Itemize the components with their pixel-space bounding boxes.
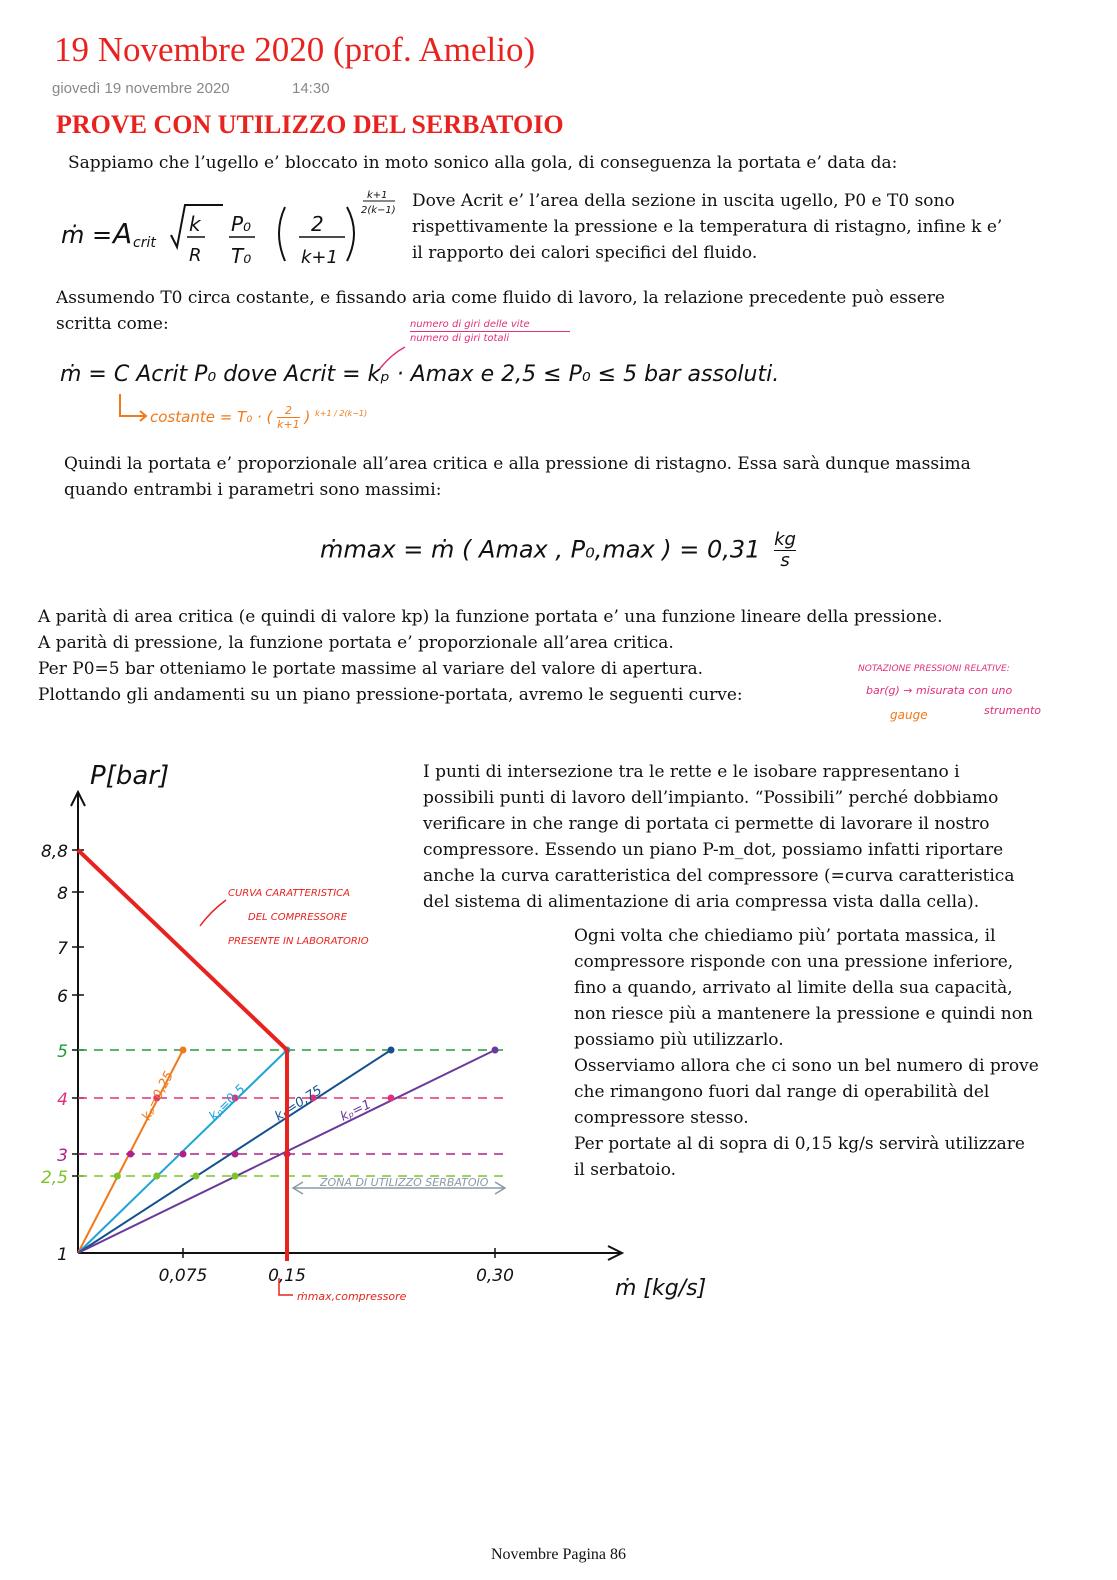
compressor-label-line: CURVA CARATTERISTICA bbox=[228, 888, 350, 899]
text-line: non riesce più a mantenere la pressione e quindi non bbox=[574, 1004, 1033, 1024]
text-line: compressore stesso. bbox=[574, 1108, 749, 1128]
y-axis-label: P[bar] bbox=[90, 761, 170, 791]
paragraph-intro: Sappiamo che l’ugello e’ bloccato in moto sonico alla gola, di conseguenza la portata e’ data da: bbox=[68, 153, 898, 173]
intersection-marker bbox=[127, 1151, 134, 1158]
y-tick-label: 4 bbox=[57, 1090, 68, 1110]
intersection-marker bbox=[193, 1173, 200, 1180]
const-fraction bbox=[277, 404, 300, 431]
text-line: Ogni volta che chiediamo più’ portata massica, il bbox=[574, 926, 996, 946]
series-endpoint-3 bbox=[388, 1047, 395, 1054]
series-endpoint-4 bbox=[492, 1047, 499, 1054]
note-kp-definition bbox=[410, 318, 570, 345]
text-line: il rapporto dei calori specifici del fluido. bbox=[412, 243, 758, 263]
section-heading: PROVE CON UTILIZZO DEL SERBATOIO bbox=[56, 110, 564, 139]
note-kp-denominator: numero di giri totali bbox=[410, 331, 570, 345]
text-line: fino a quando, arrivato al limite della sua capacità, bbox=[574, 978, 1013, 998]
text-line: verificare in che range di portata ci permette di lavorare il nostro bbox=[423, 814, 990, 834]
eq1-r: R bbox=[189, 245, 202, 266]
text-line: A parità di area critica (e quindi di valore kp) la funzione portata e’ una funzione lineare della pressione. bbox=[38, 607, 943, 627]
text-line: scritta come: bbox=[56, 314, 169, 334]
compressor-label-line: PRESENTE IN LABORATORIO bbox=[228, 936, 369, 947]
page-time: 14:30 bbox=[292, 80, 330, 97]
const-arrow bbox=[108, 392, 148, 422]
text-line: possibili punti di lavoro dell’impianto. “Possibili” perché dobbiamo bbox=[423, 788, 999, 808]
mmax-label: ṁmax,compressore bbox=[297, 1290, 407, 1303]
x-tick-label: 0,075 bbox=[158, 1266, 208, 1286]
x-tick-label: 0,30 bbox=[476, 1266, 514, 1286]
eq1-exp-num: k+1 bbox=[367, 190, 388, 201]
text-line: anche la curva caratteristica del compressore (=curva caratteristica bbox=[423, 866, 1015, 886]
y-tick-label: 3 bbox=[57, 1146, 68, 1166]
text-line: Dove Acrit e’ l’area della sezione in uscita ugello, P0 e T0 sono bbox=[412, 191, 955, 211]
text-line: Assumendo T0 circa costante, e fissando aria come fluido di lavoro, la relazione precedente può essere bbox=[56, 288, 945, 308]
text-line: Osserviamo allora che ci sono un bel numero di prove bbox=[574, 1056, 1039, 1076]
text-line: Plottando gli andamenti su un piano pressione-portata, avremo le seguenti curve: bbox=[38, 685, 743, 705]
text-line: che rimangono fuori dal range di operabilità del bbox=[574, 1082, 990, 1102]
const-fraction-den: k+1 bbox=[277, 418, 300, 431]
y-tick-label: 1 bbox=[57, 1245, 68, 1265]
compressor-label-line: DEL COMPRESSORE bbox=[248, 912, 348, 923]
text-line: possiamo più utilizzarlo. bbox=[574, 1030, 784, 1050]
intersection-marker bbox=[232, 1151, 239, 1158]
series-label-2: kₚ=0,5 bbox=[206, 1082, 249, 1124]
text-line: Per portate al di sopra di 0,15 kg/s servirà utilizzare bbox=[574, 1134, 1025, 1154]
text-line: quando entrambi i parametri sono massimi: bbox=[64, 480, 442, 500]
series-endpoint-1 bbox=[180, 1047, 187, 1054]
paragraph-definitions bbox=[412, 188, 1002, 266]
intersection-marker bbox=[114, 1173, 121, 1180]
eq3-unit bbox=[774, 530, 796, 571]
y-tick-label: 8 bbox=[57, 884, 68, 904]
intersection-marker bbox=[388, 1095, 395, 1102]
eq1-k: k bbox=[189, 212, 201, 236]
paragraph-compressor-limits bbox=[574, 923, 1039, 1183]
text-line: compressore risponde con una pressione inferiore, bbox=[574, 952, 1014, 972]
note-kp-numerator: numero di giri delle vite bbox=[410, 319, 530, 330]
text-line: del sistema di alimentazione di aria compressa vista dalla cella). bbox=[423, 892, 980, 912]
y-tick-label: 7 bbox=[57, 939, 68, 959]
series-label-4: kₚ=1 bbox=[338, 1097, 374, 1125]
paragraph-plot-intro bbox=[38, 604, 943, 708]
y-tick-label: 5 bbox=[57, 1042, 68, 1062]
text-line: Per P0=5 bar otteniamo le portate massime al variare del valore di apertura. bbox=[38, 659, 704, 679]
text-line: compressore. Essendo un piano P-m_dot, possiamo infatti riportare bbox=[423, 840, 1004, 860]
paragraph-working-points bbox=[423, 759, 1014, 915]
eq1-two: 2 bbox=[311, 212, 324, 236]
eq3-unit-den: s bbox=[780, 550, 790, 571]
eq1-acrit: A bbox=[113, 217, 133, 250]
text-line: Quindi la portata e’ proporzionale all’area critica e alla pressione di ristagno. Essa sarà dunque massima bbox=[64, 454, 971, 474]
equation-max-flow bbox=[320, 530, 796, 571]
page-footer: Novembre Pagina 86 bbox=[490, 1546, 627, 1563]
x-tick-label: 0,15 bbox=[268, 1266, 306, 1286]
eq1-kp1: k+1 bbox=[301, 247, 338, 268]
intersection-marker bbox=[232, 1173, 239, 1180]
eq1-p0: P₀ bbox=[231, 212, 252, 236]
side-note-gauge: gauge bbox=[890, 708, 928, 722]
series-label-3: kₚ=0,75 bbox=[272, 1083, 326, 1125]
y-tick-label: 2,5 bbox=[40, 1168, 68, 1188]
const-fraction-num: 2 bbox=[277, 404, 300, 418]
const-text: costante = T₀ · ( bbox=[150, 408, 273, 426]
intersection-marker bbox=[153, 1173, 160, 1180]
text-line: il serbatoio. bbox=[574, 1160, 677, 1180]
text-line: I punti di intersezione tra le rette e le isobare rappresentano i bbox=[423, 762, 960, 782]
eq1-t0: T₀ bbox=[231, 244, 252, 268]
x-axis-label: ṁ [kg/s] bbox=[615, 1276, 707, 1301]
y-tick-label: 6 bbox=[57, 987, 68, 1007]
text-line: rispettivamente la pressione e la temperatura di ristagno, infine k e’ bbox=[412, 217, 1003, 237]
series-label-1: kₚ=0,25 bbox=[139, 1069, 177, 1123]
side-note-title: NOTAZIONE PRESSIONI RELATIVE: bbox=[858, 664, 1010, 674]
zone-label: ZONA DI UTILIZZO SERBATOIO bbox=[320, 1176, 489, 1189]
text-line: A parità di pressione, la funzione portata e’ proporzionale all’area critica. bbox=[38, 633, 674, 653]
y-tick-label: 8,8 bbox=[40, 842, 68, 862]
const-exponent: k+1 / 2(k−1) bbox=[315, 409, 368, 418]
equation-mass-flow bbox=[55, 185, 415, 275]
const-definition: costante = T₀ · ( $\frac{2}{k+1}$ ) $^{k+1 / 2(k-1)}$ bbox=[150, 404, 368, 431]
intersection-marker bbox=[180, 1151, 187, 1158]
paragraph-proportional bbox=[64, 451, 971, 503]
side-note-strumento: strumento bbox=[984, 704, 1042, 717]
eq3-unit-num: kg bbox=[774, 529, 796, 550]
equation-flow-simplified: ṁ = C Acrit P₀ dove Acrit = kₚ · Amax e 2,5 ≤ P₀ ≤ 5 bar assoluti. bbox=[60, 362, 780, 387]
eq1-exp-den: 2(k−1) bbox=[361, 205, 396, 216]
page-date: giovedì 19 novembre 2020 bbox=[52, 80, 230, 97]
compressor-label-arrow bbox=[200, 900, 226, 926]
eq1-acrit-sub: crit bbox=[133, 235, 156, 251]
eq3-text: ṁmax = ṁ ( Amax , P₀,max ) = 0,31 bbox=[320, 535, 761, 564]
side-note-bar: bar(g) → misurata con uno bbox=[866, 684, 1013, 697]
page-title: 19 Novembre 2020 (prof. Amelio) bbox=[54, 30, 536, 69]
eq1-lhs: ṁ = bbox=[61, 221, 113, 249]
